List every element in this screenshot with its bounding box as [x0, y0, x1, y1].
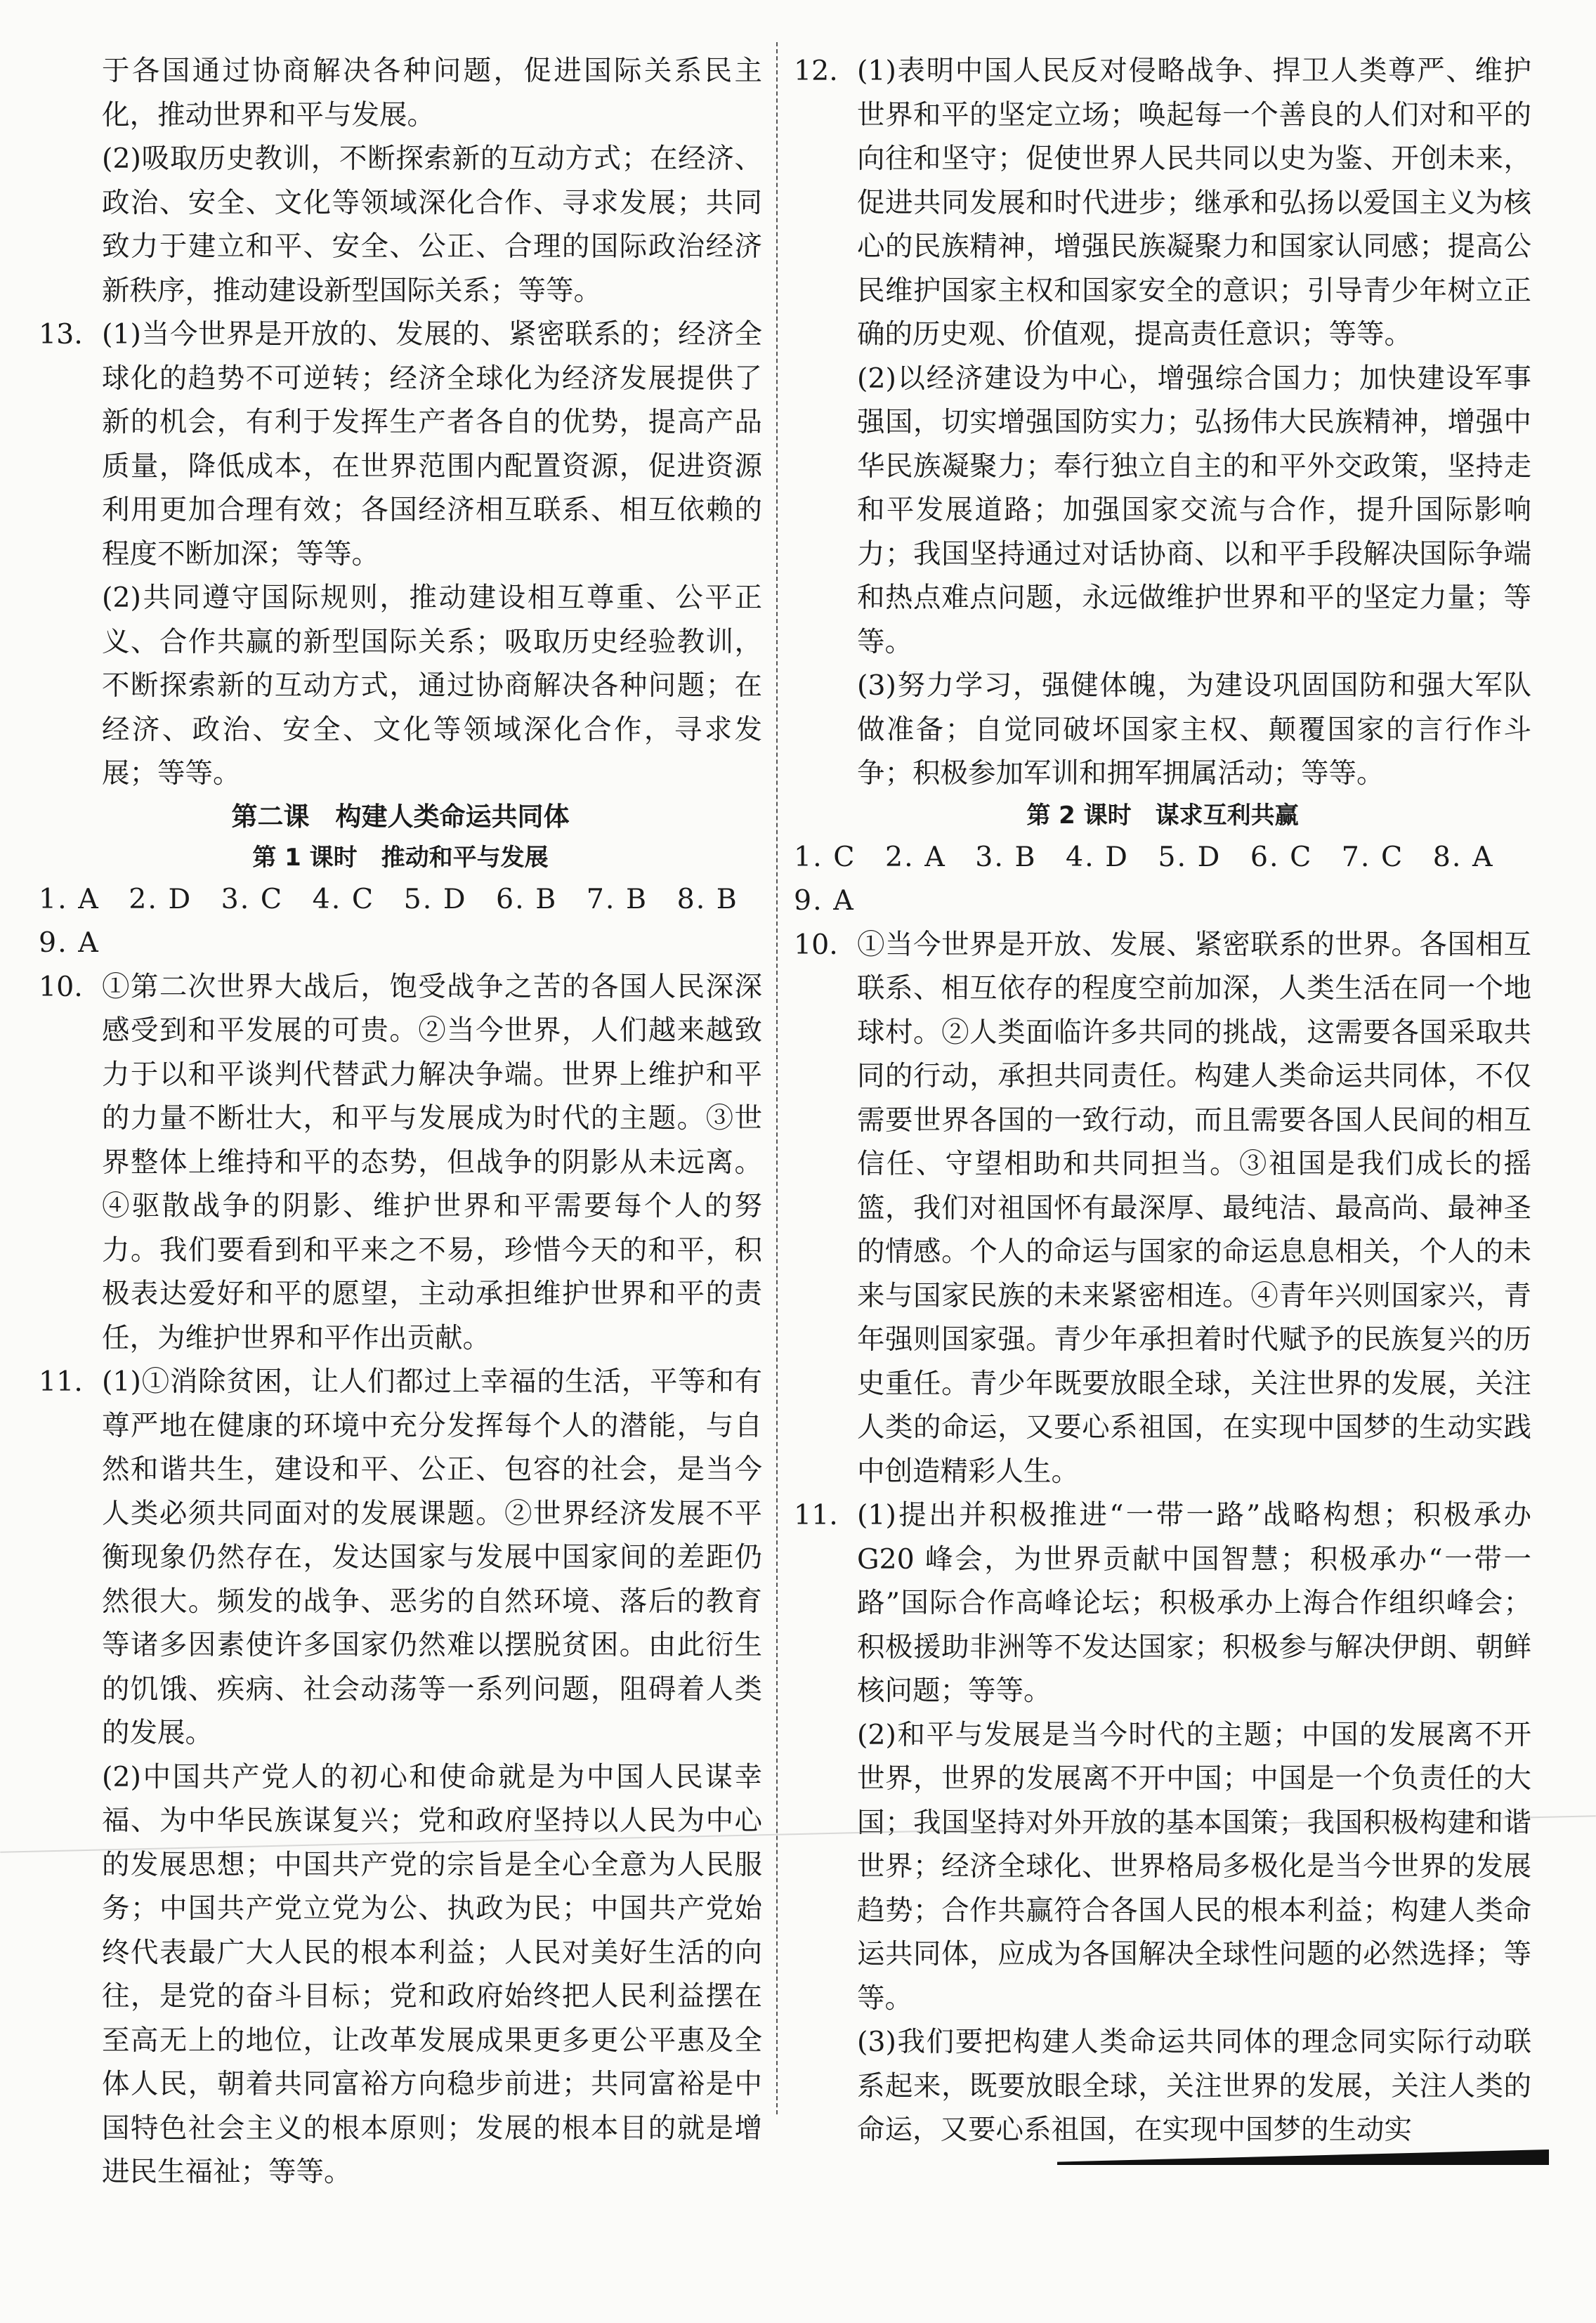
- section-title-1: 第 1 课时 推动和平与发展: [252, 843, 549, 872]
- section-title-2: 第 2 课时 谋求互利共赢: [1026, 801, 1299, 830]
- right-q12-part2: (2)以经济建设为中心，增强综合国力；加快建设军事强国，切实增强国防实力；弘扬伟大民族精神，增强中华民族凝聚力；奉行独立自主的和平外交政策，坚持走和平发展道路；加强国家交流与合作，提升国际影响力；我国坚持通过对话协商、以和平手段解决国际争端和热点难点问题，永远做维护世界和平的坚定力量；等等。: [857, 362, 1531, 658]
- answer-row: 1. C 2. A 3. B 4. D 5. D 6. C 7. C 8. A: [794, 840, 1494, 873]
- answer-row: 9. A: [794, 884, 855, 917]
- left-q10-answer: ①第二次世界大战后，饱受战争之苦的各国人民深深感受到和平发展的可贵。②当今世界，人们越来越致力于以和平谈判代替武力解决争端。世界上维护和平的力量不断壮大，和平与发展成为时代的主题。③世界整体上维持和平的态势，但战争的阴影从未远离。④驱散战争的阴影、维护世界和平需要每个人的努力。我们要看到和平来之不易，珍惜今天的和平，积极表达爱好和平的愿望，主动承担维护世界和平的责任，为维护世界和平作出贡献。: [102, 970, 762, 1354]
- right-q10: [794, 923, 1531, 1494]
- right-q11-part3: (3)我们要把构建人类命运共同体的理念同实际行动联系起来，既要放眼全球，关注世界的发展，关注人类的命运，又要心系祖国，在实现中国梦的生动实: [857, 2026, 1531, 2146]
- right-q12-part1: (1)表明中国人民反对侵略战争、捍卫人类尊严、维护世界和平的坚定立场；唤起每一个善良的人们对和平的向往和坚守；促使世界人民共同以史为鉴、开创未来，促进共同发展和时代进步；继承和弘扬以爱国主义为核心的民族精神，增强民族凝聚力和国家认同感；提高公民维护国家主权和国家安全的意识；引导青少年树立正确的历史观、价值观，提高责任意识；等等。: [857, 55, 1531, 351]
- left-continuation-text: 于各国通过协商解决各种问题，促进国际关系民主化，推动世界和平与发展。: [102, 55, 762, 131]
- left-q13-part1: (1)当今世界是开放的、发展的、紧密联系的；经济全球化的趋势不可逆转；经济全球化为经济发展提供了新的机会，有利于发挥生产者各自的优势，提高产品质量，降低成本，在世界范围内配置资源，促进资源利用更加合理有效；各国经济相互联系、相互依赖的程度不断加深；等等。: [102, 318, 762, 570]
- left-q13-part2: (2)共同遵守国际规则，推动建设相互尊重、公平正义、合作共赢的新型国际关系；吸取历史经验教训，不断探索新的互动方式，通过协商解决各种问题；在经济、政治、安全、文化等领域深化合作，寻求发展；等等。: [102, 582, 762, 790]
- left-q11: [39, 1360, 762, 1755]
- lesson-title: 第二课 构建人类命运共同体: [231, 801, 570, 832]
- question-number: 11.: [39, 1366, 83, 1398]
- right-column: [794, 49, 1531, 2152]
- question-number: 10.: [39, 970, 83, 1003]
- right-q11-part2: (2)和平与发展是当今时代的主题；中国的发展离不开世界，世界的发展离不开中国；中国是一个负责任的大国；我国坚持对外开放的基本国策；我国积极构建和谐世界；经济全球化、世界格局多极化是当今世界的发展趋势；合作共赢符合各国人民的根本利益；构建人类命运共同体，应成为各国解决全球性问题的必然选择；等等。: [857, 1718, 1531, 2015]
- right-q10-answer: ①当今世界是开放、发展、紧密联系的世界。各国相互联系、相互依存的程度空前加深，人类生活在同一个地球村。②人类面临许多共同的挑战，这需要各国采取共同的行动，承担共同责任。构建人类命运共同体，不仅需要世界各国的一致行动，而且需要各国人民间的相互信任、守望相助和共同担当。③祖国是我们成长的摇篮，我们对祖国怀有最深厚、最纯洁、最高尚、最神圣的情感。个人的命运与国家的命运息息相关，个人的未来与国家民族的未来紧密相连。④青年兴则国家兴，青年强则国家强。青少年承担着时代赋予的民族复兴的历史重任。青少年既要放眼全球，关注世界的发展，关注人类的命运，又要心系祖国，在实现中国梦的生动实践中创造精彩人生。: [857, 928, 1531, 1488]
- answer-row: 9. A: [39, 927, 100, 959]
- right-q11-part1: (1)提出并积极推进“一带一路”战略构想；积极承办 G20 峰会，为世界贡献中国智慧；积极承办“一带一路”国际合作高峰论坛；积极承办上海合作组织峰会；积极援助非洲等不发达国家；积极参与解决伊朗、朝鲜核问题；等等。: [857, 1499, 1531, 1707]
- question-number: 13.: [39, 318, 83, 351]
- left-column: [39, 49, 762, 2194]
- column-divider: [776, 42, 779, 2114]
- left-q12-part2: (2)吸取历史教训，不断探索新的互动方式；在经济、政治、安全、文化等领域深化合作、寻求发展；共同致力于建立和平、安全、公正、合理的国际政治经济新秩序，推动建设新型国际关系；等等。: [102, 143, 762, 307]
- left-q11-part2: (2)中国共产党人的初心和使命就是为中国人民谋幸福、为中华民族谋复兴；党和政府坚持以人民为中心的发展思想；中国共产党的宗旨是全心全意为人民服务；中国共产党立党为公、执政为民；中国共产党始终代表最广大人民的根本利益；人民对美好生活的向往，是党的奋斗目标；党和政府始终把人民利益摆在至高无上的地位，让改革发展成果更多更公平惠及全体人民，朝着共同富裕方向稳步前进；共同富裕是中国特色社会主义的根本原则；发展的根本目的就是增进民生福祉；等等。: [102, 1760, 762, 2188]
- left-q11-part1: (1)①消除贫困，让人们都过上幸福的生活，平等和有尊严地在健康的环境中充分发挥每个人的潜能，与自然和谐共生，建设和平、公正、包容的社会，是当今人类必须共同面对的发展课题。②世界经济发展不平衡现象仍然存在，发达国家与发展中国家间的差距仍然很大。频发的战争、恶劣的自然环境、落后的教育等诸多因素使许多国家仍然难以摆脱贫困。由此衍生的饥饿、疾病、社会动荡等一系列问题，阻碍着人类的发展。: [102, 1366, 762, 1749]
- question-number: 11.: [794, 1499, 838, 1531]
- question-number: 12.: [794, 55, 838, 87]
- question-number: 10.: [794, 928, 838, 961]
- right-q12: [794, 49, 1531, 357]
- left-q10: [39, 965, 762, 1361]
- right-q12-part3: (3)努力学习，强健体魄，为建设巩固国防和强大军队做准备；自觉同破坏国家主权、颠覆国家的言行作斗争；积极参加军训和拥军拥属活动；等等。: [857, 669, 1531, 790]
- left-q13: [39, 313, 762, 576]
- right-q11: [794, 1493, 1531, 1713]
- answer-row: 1. A 2. D 3. C 4. C 5. D 6. B 7. B 8. B: [39, 882, 738, 915]
